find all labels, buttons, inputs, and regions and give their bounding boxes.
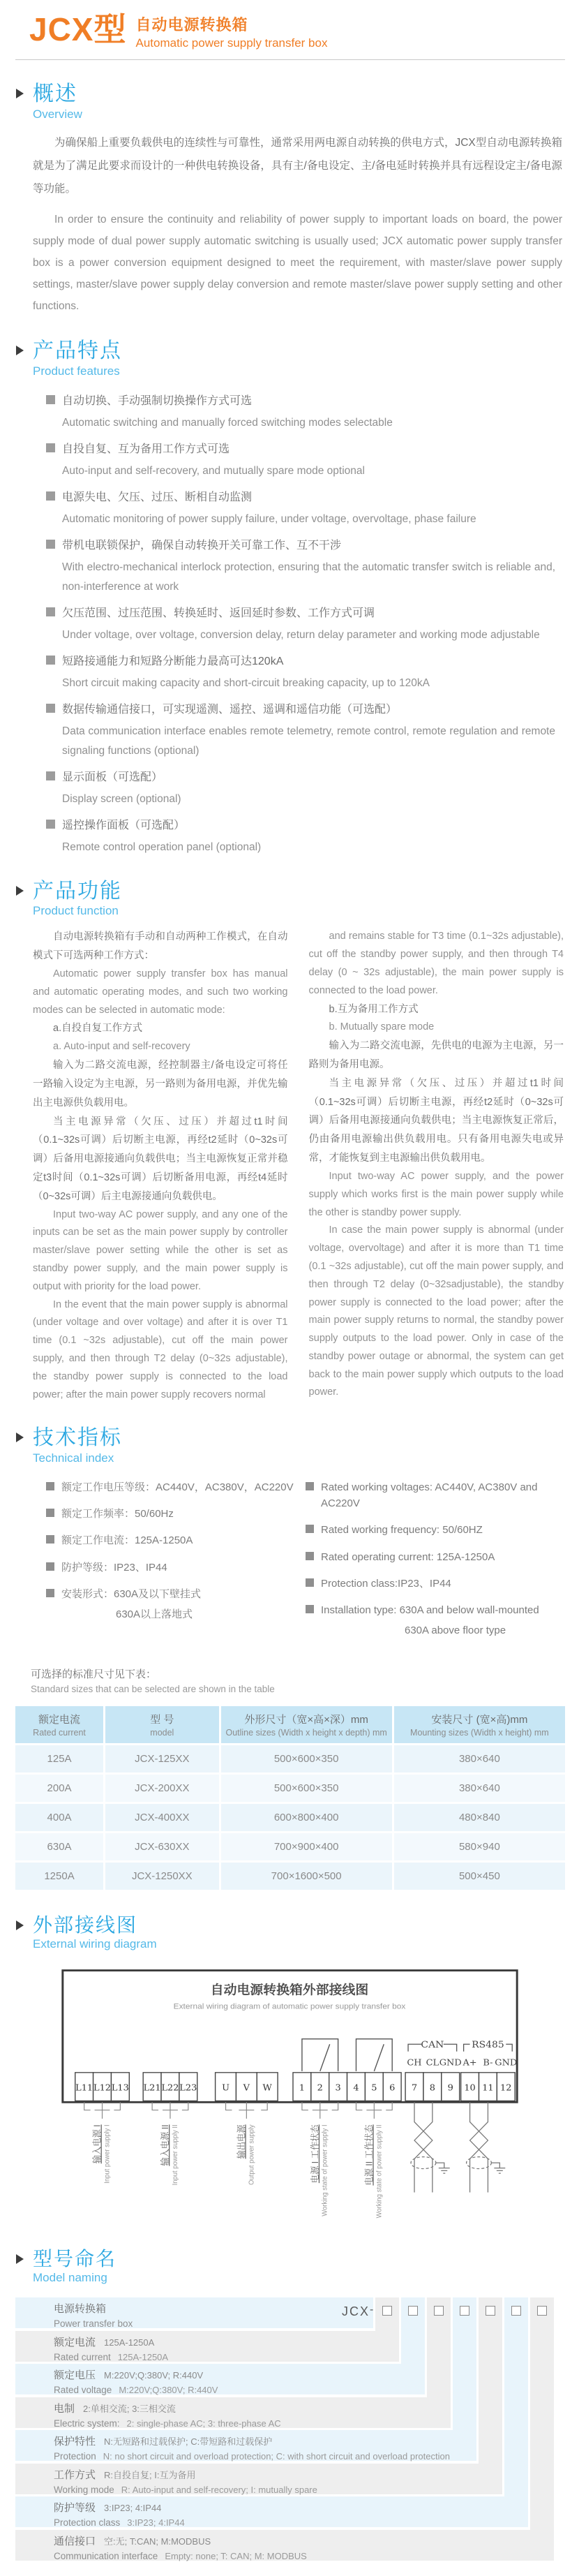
feature-text-en: Display screen (optional) — [62, 792, 181, 805]
feature-text-en: Automatic monitoring of power supply failure, under voltage, overvoltage, phase failure — [62, 512, 476, 525]
function-paragraph: and remains stable for T3 time (0.1~32s adjustable), cut off the standby power supply, and then through T4 delay (0 ~ 32s adjustable), the main power supply is connected to the load power. — [308, 931, 564, 996]
naming-row — [15, 2331, 399, 2362]
function-paragraph: Input two-way AC power supply, and any one of the inputs can be set as the main power supply by controller master/slave power setting while the other is set as standby power supply, and the main power supply is output with priority for the load power. — [33, 1208, 288, 1292]
function-paragraph: Input two-way AC power supply, and the power supply which works first is the main power supply while the other is standby power supply. — [308, 1170, 564, 1218]
naming-value-en: Empty: none; T: CAN; M: MODBUS — [165, 2550, 307, 2561]
naming-prefix: JCX — [342, 2304, 370, 2318]
triangle-marker-icon — [16, 1920, 24, 1930]
terminal-label: 3 — [335, 2082, 341, 2092]
pin-label: GND — [495, 2057, 518, 2068]
feature-text-en: Remote control operation panel (optional) — [62, 841, 262, 853]
feature-item — [46, 767, 561, 809]
group-labels — [91, 2124, 383, 2218]
feature-text-en: Automatic switching and manually forced switching modes selectable — [62, 416, 393, 429]
terminal-label: 8 — [429, 2082, 435, 2092]
bullet-square-icon — [46, 1562, 54, 1571]
terminal-label: 2 — [317, 2082, 323, 2092]
table-header-row — [15, 1706, 565, 1743]
feature-item — [46, 651, 561, 693]
table-cell: JCX-125XX — [103, 1745, 218, 1772]
section-title-en: External wiring diagram — [33, 1937, 157, 1950]
feature-text-en: Under voltage, over voltage, conversion delay, return delay parameter and working mode adjustable — [62, 628, 540, 641]
table-cell: JCX-200XX — [103, 1775, 218, 1802]
table-row — [15, 1775, 565, 1802]
sizes-intro-en: Standard sizes that can be selected are shown in the table — [31, 1683, 275, 1694]
function-subheading: b.互为备用工作方式 — [329, 1003, 419, 1015]
table-cell: 700×900×400 — [219, 1833, 392, 1860]
feature-text-cn: 欠压范围、过压范围、转换延时、返回延时参数、工作方式可调 — [62, 607, 375, 619]
group-label-cn: 输入电源 II — [160, 2124, 171, 2166]
overview-paragraph-en: In order to ensure the continuity and reliability of power supply to important loads on board, the power supply mode of dual power supply automatic switching is usually used; JCX automatic power supply transfer box is a power conversion equipment designed to meet the requirement, with master/slave power supply settings, master/slave power supply delay conversion and remote master/slave power supply setting and other functions. — [33, 214, 562, 313]
table-cell: 380×640 — [392, 1745, 565, 1772]
bullet-square-icon — [46, 1535, 54, 1544]
bullet-square-icon — [46, 1589, 54, 1597]
function-right-column — [309, 928, 564, 1404]
table-cell: 480×840 — [392, 1804, 565, 1831]
table-cell: 580×940 — [392, 1833, 565, 1860]
feature-text-cn: 短路接通能力和短路分断能力最高可达120kA — [62, 655, 284, 667]
technical-item — [46, 1560, 306, 1576]
table-cell: JCX-400XX — [103, 1804, 218, 1831]
terminal-label: 7 — [411, 2082, 418, 2092]
feature-text-cn: 自动切换、手动强制切换操作方式可选 — [62, 394, 253, 407]
sizes-table — [15, 1704, 565, 1892]
pin-label: B- — [483, 2057, 493, 2068]
bullet-square-icon — [306, 1552, 314, 1560]
technical-text: 防护等级：IP23、IP44 — [61, 1561, 167, 1574]
pin-label: CL — [426, 2057, 439, 2068]
section-title-cn: 产品功能 — [33, 879, 122, 903]
technical-text: Rated working frequency: 50/60HZ — [321, 1524, 483, 1537]
technical-item — [46, 1532, 306, 1548]
table-cell: 1250A — [15, 1863, 103, 1890]
triangle-marker-icon — [16, 346, 24, 355]
naming-row — [15, 2464, 502, 2494]
naming-row — [15, 2397, 451, 2428]
naming-value-cn: 3:IP23; 4:IP44 — [104, 2502, 162, 2513]
technical-item — [46, 1506, 306, 1522]
naming-value-cn: R:自投自复; I:互为备用 — [104, 2469, 196, 2480]
technical-text: Rated operating current: 125A-1250A — [321, 1550, 495, 1563]
column-header — [219, 1706, 392, 1743]
naming-label-en: Rated voltage — [54, 2384, 112, 2395]
section-header — [15, 2248, 565, 2285]
technical-text: Rated working voltages: AC440V, AC380V and AC220V — [321, 1481, 538, 1510]
feature-item — [46, 535, 561, 597]
header-cn: 额定电流 — [38, 1713, 81, 1726]
function-paragraph: In case the main power supply is abnormal (under voltage, overvoltage) and after it is more than T1 time (0.1 ~32s adjustable), cut off the main power supply, and then through T2 delay (0~32sadjustable), the standby power supply is connected to the load power; after the main power supply returns to normal, the standby power supply outputs to the load power. Only in case of the standby power outage or abnormal, the system can get back to the main power supply which outputs to the load power. — [308, 1224, 564, 1398]
naming-label-en: Communication interface — [54, 2550, 158, 2561]
triangle-marker-icon — [16, 89, 24, 98]
function-paragraph: 输入为二路交流电源，经控制器主/备电设定可将任一路输入设定为主电源，另一路则为备用电源，并优先输出主电源供负载用电。 — [33, 1060, 288, 1109]
function-paragraph: In the event that the main power supply is abnormal (under voltage and over voltage) and after it is over T1 time (0.1 ~32s adjustable), cut off the main power supply, and then through T2 delay (0~32s adjustable), the standby power supply is connected to the load power; after the main power supply recovers normal — [33, 1298, 288, 1400]
naming-dash: - — [370, 2303, 374, 2316]
feature-text-cn: 遥控操作面板（可选配） — [62, 819, 186, 831]
technical-text: Installation type: 630A and below wall-mounted — [321, 1604, 539, 1617]
naming-code-box — [382, 2306, 392, 2316]
table-cell: 630A — [15, 1833, 103, 1860]
section-header — [15, 82, 565, 121]
group-label-en: Input power supply II — [171, 2124, 179, 2186]
terminal-label: 12 — [500, 2082, 512, 2092]
function-subheading: a. Auto-input and self-recovery — [53, 1041, 190, 1053]
bullet-square-icon — [46, 491, 55, 501]
section-function — [15, 880, 565, 1404]
naming-code-box — [434, 2306, 444, 2316]
naming-row — [15, 2430, 476, 2461]
terminal-label: W — [262, 2082, 272, 2092]
naming-value-en: 2: single-phase AC; 3: three-phase AC — [126, 2418, 281, 2429]
terminal-label: L23 — [179, 2082, 197, 2092]
terminal-label: U — [222, 2082, 230, 2092]
terminal-label: L11 — [75, 2082, 93, 2092]
feature-list — [46, 391, 561, 857]
diagram-title-cn: 自动电源转换箱外部接线图 — [210, 1983, 369, 1998]
column-header — [15, 1706, 103, 1743]
table-cell: 500×600×350 — [219, 1775, 392, 1802]
technical-right-column — [306, 1479, 565, 1650]
naming-value-en: M:220V;Q:380V; R:440V — [119, 2384, 218, 2395]
technical-columns — [46, 1479, 565, 1650]
function-subheading: b. Mutually spare mode — [329, 1021, 435, 1033]
bullet-square-icon — [306, 1578, 314, 1587]
feature-text-cn: 数据传输通信接口，可实现遥测、遥控、遥调和遥信功能（可选配） — [62, 703, 398, 716]
naming-code-box — [408, 2306, 418, 2316]
naming-label-cn: 额定电压 — [54, 2369, 96, 2381]
feature-text-cn: 带机电联锁保护，确保自动转换开关可靠工作、互不干涉 — [62, 539, 342, 552]
naming-row — [15, 2496, 528, 2527]
naming-code-strip — [530, 2297, 554, 2561]
terminal-label: 9 — [447, 2082, 453, 2092]
section-title-cn: 型号命名 — [33, 2247, 117, 2270]
function-left-column — [33, 928, 288, 1404]
function-subheading: a.自投自复工作方式 — [53, 1023, 143, 1035]
technical-item — [306, 1549, 565, 1565]
feature-text-cn: 显示面板（可选配） — [62, 771, 163, 783]
bullet-square-icon — [46, 607, 55, 616]
header-divider — [15, 59, 565, 60]
feature-text-cn: 自投自复、互为备用工作方式可选 — [62, 443, 230, 455]
header-titles — [135, 13, 327, 50]
product-model-title: JCX型 — [29, 11, 127, 47]
bullet-square-icon — [306, 1525, 314, 1533]
feature-text-cn: 电源失电、欠压、过压、断相自动监测 — [62, 491, 253, 503]
bullet-square-icon — [46, 540, 55, 549]
feature-item — [46, 487, 561, 529]
bullet-square-icon — [306, 1605, 314, 1613]
technical-item — [306, 1479, 565, 1512]
triangle-marker-icon — [16, 1433, 24, 1442]
table-cell: 700×1600×500 — [219, 1863, 392, 1890]
group-label-cn: 电源 II 工作状态 — [364, 2124, 375, 2186]
naming-value-cn: M:220V;Q:380V; R:440V — [104, 2369, 204, 2381]
bullet-square-icon — [46, 395, 55, 404]
table-cell: 200A — [15, 1775, 103, 1802]
group-label-en: Input power supply I — [103, 2124, 112, 2184]
terminal-label: 10 — [464, 2082, 476, 2092]
pin-label: GND — [439, 2057, 462, 2068]
header-en: Mounting sizes (Width x height) mm — [410, 1727, 549, 1738]
section-naming — [15, 2248, 565, 2563]
technical-item — [306, 1576, 565, 1592]
table-cell: 500×450 — [392, 1863, 565, 1890]
naming-code-strip — [504, 2297, 528, 2527]
technical-text: 额定工作电压等级：AC440V，AC380V，AC220V — [61, 1481, 294, 1493]
bullet-square-icon — [46, 1482, 54, 1490]
naming-label-cn: 工作方式 — [54, 2468, 96, 2481]
technical-item — [46, 1586, 306, 1623]
function-paragraph: 当主电源异常（欠压、过压）并超过t1时间（0.1~32s可调）后切断主电源，再经t2延时（0~32s可调）后备用电源接通向负载供电；当主电源恢复正常并稳定t3时间（0.1~32s可调）后切断备用电源，再经t4延时（0~32s可调）后主电源接通向负载供电。 — [33, 1116, 288, 1202]
naming-row — [15, 2297, 373, 2328]
model-naming-diagram — [15, 2297, 565, 2563]
function-paragraph: 自动电源转换箱有手动和自动两种工作模式，在自动模式下可选两种工作方式： — [33, 931, 288, 962]
bullet-square-icon — [46, 704, 55, 713]
naming-label-cn: 通信接口 — [54, 2535, 96, 2547]
section-title-en: Model naming — [33, 2270, 107, 2284]
bullet-square-icon — [46, 771, 55, 780]
feature-item — [46, 439, 561, 481]
rs485-label: RS485 — [472, 2039, 504, 2050]
table-cell: 125A — [15, 1745, 103, 1772]
technical-left-column — [46, 1479, 306, 1650]
relay-contact-icon — [302, 2038, 392, 2071]
naming-value-en: 3:IP23; 4:IP44 — [127, 2517, 185, 2528]
sizes-intro-cn: 可选择的标准尺寸见下表： — [31, 1668, 157, 1680]
naming-row — [15, 2530, 554, 2561]
feature-text-en: Auto-input and self-recovery, and mutually spare mode optional — [62, 464, 365, 477]
naming-value-cn: 125A-1250A — [104, 2337, 155, 2348]
bullet-square-icon — [46, 656, 55, 665]
wiring-diagram — [42, 1965, 565, 2226]
naming-value-cn: 2:单相交流; 3:三相交流 — [83, 2403, 176, 2414]
terminal-label: L12 — [93, 2082, 112, 2092]
table-row — [15, 1833, 565, 1860]
group-label-en: Working state of power supply I — [321, 2124, 329, 2216]
naming-code-box — [537, 2306, 547, 2316]
table-cell: JCX-630XX — [103, 1833, 218, 1860]
table-cell: 600×800×400 — [219, 1804, 392, 1831]
twisted-pair-rs485-icon — [467, 2102, 506, 2192]
section-technical — [15, 1426, 565, 1649]
section-header — [15, 1426, 565, 1465]
header-cn: 外形尺寸（宽×高×深）mm — [244, 1713, 368, 1726]
terminal-label: 11 — [482, 2082, 494, 2092]
function-paragraph: 当主电源异常（欠压、过压）并超过t1时间（0.1~32s可调）后切断主电源，再经t2延时（0~32s可调）后备用电源接通向负载供电；当主电源恢复正常后，仍由备用电源输出供负载用电。只有备用电源失电或异常，才能恢复到主电源输出供负载用电。 — [308, 1077, 564, 1164]
section-title-cn: 外部接线图 — [33, 1914, 138, 1936]
group-brackets — [84, 2102, 393, 2119]
section-overview — [15, 82, 565, 317]
technical-text-line2: 630A以上落地式 — [116, 1608, 193, 1621]
header — [15, 7, 565, 50]
function-paragraph: 输入为二路交流电源，先供电的电源为主电源，另一路则为备用电源。 — [308, 1040, 564, 1071]
section-features — [15, 339, 565, 857]
group-label-cn: 输出电源 — [236, 2124, 247, 2159]
column-header — [392, 1706, 565, 1743]
section-wiring — [15, 1914, 565, 2226]
section-title-cn: 概述 — [33, 82, 77, 105]
feature-item — [46, 815, 561, 857]
product-title-en: Automatic power supply transfer box — [135, 36, 328, 50]
bullet-square-icon — [306, 1482, 314, 1490]
group-label-en: Output power supply — [248, 2124, 256, 2185]
header-en: model — [150, 1727, 174, 1738]
technical-text: 额定工作频率：50/60Hz — [61, 1508, 174, 1520]
naming-code-box — [511, 2306, 521, 2316]
naming-label-cn: 电制 — [54, 2402, 75, 2415]
technical-text: 额定工作电流：125A-1250A — [61, 1534, 193, 1547]
table-cell: 380×640 — [392, 1775, 565, 1802]
naming-label-en: Working mode — [54, 2484, 114, 2495]
feature-text-en: Short circuit making capacity and short-circuit breaking capacity, up to 120kA — [62, 676, 430, 689]
pin-label: CH — [407, 2057, 422, 2068]
technical-text-line2: 630A above floor type — [405, 1624, 506, 1637]
naming-value-en: N: no short circuit and overload protection; C: with short circuit and overload protection — [103, 2450, 450, 2462]
table-row — [15, 1745, 565, 1772]
section-header — [15, 880, 565, 919]
column-header — [103, 1706, 218, 1743]
technical-text: 安装形式：630A及以下壁挂式 — [61, 1587, 202, 1600]
bullet-square-icon — [46, 1509, 54, 1517]
terminal-label: 5 — [371, 2082, 377, 2092]
technical-item — [306, 1602, 565, 1639]
technical-item — [46, 1479, 306, 1495]
table-cell: 500×600×350 — [219, 1745, 392, 1772]
naming-code-box — [486, 2306, 495, 2316]
terminal-label: L22 — [161, 2082, 179, 2092]
naming-label-en: Protection class — [54, 2517, 121, 2528]
section-title-en: Product function — [33, 904, 119, 918]
naming-value-cn: N:无短路和过载保护; C:带短路和过载保护 — [104, 2436, 273, 2447]
naming-value-en: 125A-1250A — [117, 2351, 169, 2362]
section-title-en: Technical index — [33, 1451, 114, 1465]
can-label: CAN — [421, 2039, 444, 2050]
naming-code-box — [460, 2306, 469, 2316]
table-row — [15, 1863, 565, 1890]
feature-text-en: With electro-mechanical interlock protection, ensuring that the automatic transfer switch is reliable and, non-interference at work — [62, 561, 555, 593]
terminal-label: 1 — [299, 2082, 306, 2092]
function-columns — [33, 928, 564, 1404]
naming-value-cn: 空:无; T:CAN; M:MODBUS — [104, 2536, 211, 2547]
naming-label-cn: 电源转换箱 — [54, 2302, 107, 2315]
group-label-en: Working state of power supply II — [375, 2124, 384, 2219]
table-row — [15, 1804, 565, 1831]
terminal-label: L21 — [143, 2082, 161, 2092]
section-title-cn: 产品特点 — [33, 339, 122, 363]
diagram-title-en: External wiring diagram of automatic power supply transfer box — [173, 2001, 406, 2011]
naming-label-cn: 保护特性 — [54, 2435, 96, 2448]
naming-value-en: R: Auto-input and self-recovery; I: mutually spare — [121, 2484, 317, 2495]
naming-row — [15, 2364, 425, 2394]
triangle-marker-icon — [16, 2254, 24, 2264]
naming-label-en: Electric system: — [54, 2418, 120, 2429]
terminal-label: V — [243, 2082, 250, 2092]
function-paragraph: Automatic power supply transfer box has manual and automatic operating modes, and such two working modes can be selected in automatic mode: — [33, 968, 288, 1016]
table-cell: 400A — [15, 1804, 103, 1831]
naming-label-cn: 防护等级 — [54, 2501, 96, 2514]
technical-item — [306, 1522, 565, 1538]
section-header — [15, 339, 565, 378]
header-cn: 安装尺寸 (宽×高)mm — [431, 1713, 528, 1726]
feature-item — [46, 699, 561, 761]
header-en: Rated current — [33, 1727, 86, 1738]
triangle-marker-icon — [16, 886, 24, 896]
technical-text: Protection class:IP23、IP44 — [321, 1577, 451, 1590]
header-cn: 型 号 — [150, 1713, 174, 1726]
bullet-square-icon — [46, 443, 55, 452]
section-title-cn: 技术指标 — [33, 1426, 122, 1450]
overview-paragraph-cn: 为确保船上重要负载供电的连续性与可靠性，通常采用两电源自动转换的供电方式，JCX型自动电源转换箱就是为了满足此要求而设计的一种供电转换设备，具有主/备电设定、主/备电延时转换并具有远程设定主/备电源等功能。 — [33, 136, 562, 195]
section-header — [15, 1914, 565, 1951]
pin-labels — [407, 2057, 517, 2068]
terminal-label: 4 — [353, 2082, 359, 2092]
pin-label: A+ — [463, 2057, 477, 2068]
sizes-block — [15, 1666, 565, 1892]
section-title-en: Overview — [33, 107, 82, 121]
table-cell: JCX-1250XX — [103, 1863, 218, 1890]
group-label-cn: 电源 I 工作状态 — [310, 2124, 320, 2183]
product-title-cn: 自动电源转换箱 — [135, 16, 248, 34]
feature-item — [46, 391, 561, 433]
group-label-cn: 输入电源 I — [92, 2124, 103, 2163]
feature-text-en: Data communication interface enables remote telemetry, remote control, remote regulation and remote signaling functions (optional) — [62, 725, 555, 757]
naming-label-cn: 额定电流 — [54, 2336, 96, 2348]
wiring-diagram-svg — [42, 1965, 541, 2222]
naming-label-en: Rated current — [54, 2351, 111, 2362]
naming-label-en: Power transfer box — [54, 2318, 133, 2329]
section-title-en: Product features — [33, 364, 120, 378]
twisted-pair-can-icon — [411, 2102, 450, 2192]
header-en: Outline sizes (Width x height x depth) mm — [225, 1727, 387, 1738]
feature-item — [46, 603, 561, 645]
naming-label-en: Protection — [54, 2450, 96, 2462]
terminal-label: L13 — [111, 2082, 129, 2092]
bullet-square-icon — [46, 820, 55, 829]
terminal-label: 6 — [389, 2082, 396, 2092]
